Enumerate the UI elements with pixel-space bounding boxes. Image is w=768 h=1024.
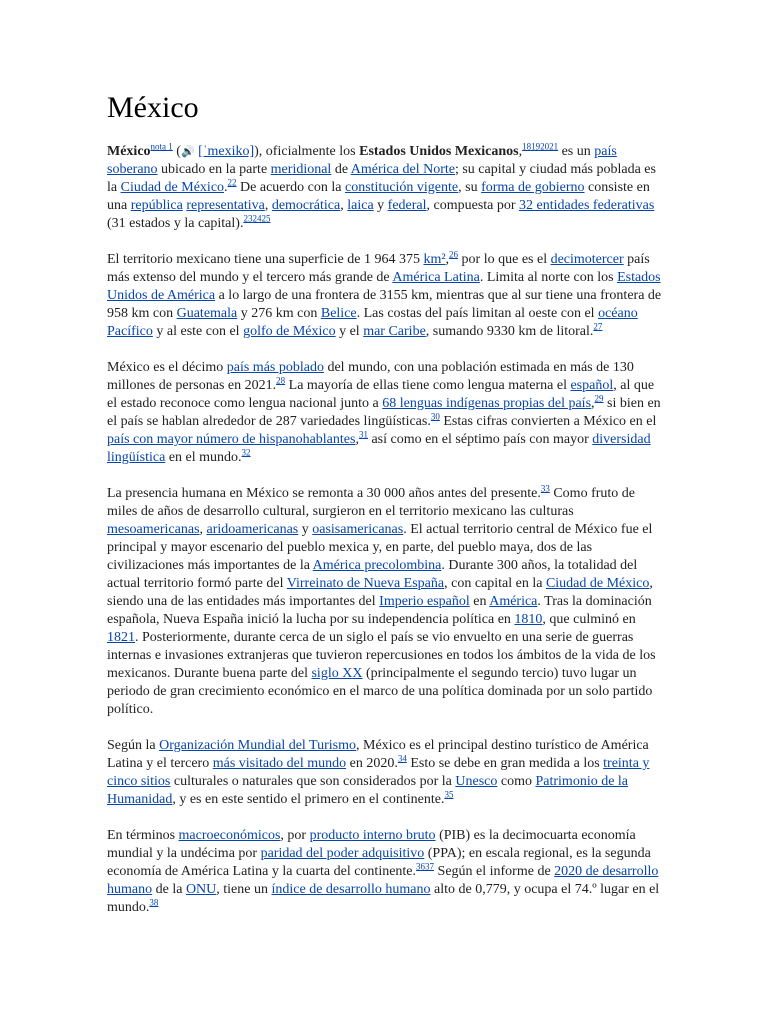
ref-citation[interactable]: 22: [227, 177, 237, 188]
speaker-icon[interactable]: 🔊: [180, 146, 195, 158]
link-aridoamericanas[interactable]: aridoamericanas: [206, 522, 299, 537]
link-mar-caribe[interactable]: mar Caribe: [363, 324, 426, 339]
ref-citation[interactable]: 33: [540, 483, 550, 494]
link-golfo-de-mexico[interactable]: golfo de México: [243, 324, 336, 339]
link-unesco[interactable]: Unesco: [455, 774, 498, 789]
link-virreinato[interactable]: Virreinato de Nueva España: [286, 576, 445, 591]
ref-citation[interactable]: 27: [593, 321, 603, 332]
article-body: [107, 143, 663, 935]
ref-citation[interactable]: 34: [397, 753, 407, 764]
paragraph-history: La presencia humana en México se remonta a 30 000 años antes del presente.$^{33}$ Como fruto de miles de años de desarrollo cultural, surgieron en el territorio mexicano las culturas mesoamericanas, aridoamericanas y oasisamericanas. El actual territorio central de México fue el principal y mayor escenario del pueblo mexica y, en parte, del pueblo maya, dos de las civilizaciones más importantes de la América precolombina. Durante 300 años, la totalidad del actual territorio formó parte del Virreinato de Nueva España, con capital en la Ciudad de México, siendo una de las entidades más importantes del Imperio español en América. Tras la dominación española, Nueva España inició la lucha por su independencia política en 1810, que culminó en 1821. Posteriormente, durante cerca de un siglo el país se vio envuelto en una serie de guerras internas e invasiones extranjeras que tuvieron repercusiones en todos los ámbitos de la vida de los mexicanos. Durante buena parte del siglo XX (principalmente el segundo tercio) tuvo lugar un periodo de gran crecimiento económico en el marco de una política dominada por un solo partido político.: [107, 483, 656, 717]
link-entidades-federativas[interactable]: 32 entidades federativas: [519, 198, 655, 213]
link-macroeconomicos[interactable]: macroeconómicos: [178, 828, 281, 843]
ref-citation[interactable]: 35: [444, 789, 454, 800]
ref-citation[interactable]: 31: [358, 429, 368, 440]
link-ciudad-de-mexico[interactable]: Ciudad de México: [120, 180, 225, 195]
ref-note[interactable]: nota 1: [150, 141, 173, 152]
link-espanol[interactable]: español: [570, 378, 614, 393]
link-oceano-pacifico[interactable]: océano Pacífico: [107, 306, 638, 339]
link-siglo-xx[interactable]: siglo XX: [311, 666, 363, 681]
link-km2[interactable]: km²: [423, 252, 446, 267]
link-informe-desarrollo[interactable]: 2020 de desarrollo humano: [107, 864, 659, 897]
link-estados-unidos[interactable]: Estados Unidos de América: [107, 270, 661, 303]
ref-citation[interactable]: 32: [241, 447, 251, 458]
link-pais-soberano[interactable]: país soberano: [107, 144, 617, 177]
link-hispanohablantes[interactable]: país con mayor número de hispanohablantes: [107, 432, 356, 447]
link-1821[interactable]: 1821: [107, 630, 135, 645]
paragraph-geography: El territorio mexicano tiene una superficie de 1 964 375 km²,$^{26}$ por lo que es el decimotercer país más extenso del mundo y el tercero más grande de América Latina. Limita al norte con los Estados Unidos de América a lo largo de una frontera de 3155 km, mientras que al sur tiene una frontera de 958 km con Guatemala y 276 km con Belice. Las costas del país limitan al oeste con el océano Pacífico y al este con el golfo de México y el mar Caribe, sumando 9330 km de litoral.$^{27}$: [107, 249, 662, 339]
link-representativa[interactable]: representativa: [186, 198, 265, 213]
page-title: México: [107, 91, 199, 124]
link-america-latina[interactable]: América Latina: [392, 270, 480, 285]
link-pronunciation[interactable]: [ˈmexiko]: [198, 144, 255, 159]
link-america[interactable]: América: [489, 594, 538, 609]
paragraph-population: México es el décimo país más poblado del mundo, con una población estimada en más de 130 millones de personas en 2021.28 La mayoría de ellas tiene como lengua materna el español, al que el estado reconoce como lengua nacional junto a 68 lenguas indígenas propias del país,$^{29}$ si bien en el país se hablan alrededor de 287 variedades lingüísticas.$^{30}$ Estas cifras convierten a México en el país con mayor número de hispanohablantes,$^{31}$ así como en el séptimo país con mayor diversidad lingüística en el mundo.$^{32}$: [107, 360, 661, 465]
ref-citation[interactable]: 30: [430, 411, 440, 422]
paragraph-economy: En términos macroeconómicos, por producto interno bruto (PIB) es la decimocuarta economía mundial y la undécima por paridad del poder adquisitivo (PPA); en escala regional, es la segunda economía de América Latina y la cuarta del continente.$^{3637}$ Según el informe de 2020 de desarrollo humano de la ONU, tiene un índice de desarrollo humano alto de 0,779, y ocupa el 74.º lugar en el mundo.$^{38}$: [107, 828, 660, 915]
paragraph-tourism: Según la Organización Mundial del Turismo, México es el principal destino turístico de América Latina y el tercero más visitado del mundo en 2020.34 Esto se debe en gran medida a los treinta y cinco sitios culturales o naturales que son considerados por la Unesco como Patrimonio de la Humanidad, y es en este sentido el primero en el continente.$^{35}$: [107, 738, 650, 807]
ref-citation[interactable]: 28: [276, 375, 286, 386]
link-forma-de-gobierno[interactable]: forma de gobierno: [481, 180, 585, 195]
paragraph-intro: México$^{nota 1}$ (🔊 [ˈmexiko]), oficialmente los Estados Unidos Mexicanos,$^{18192021}$ es un país soberano ubicado en la parte meridional de América del Norte; su capital y ciudad más poblada es la Ciudad de México.$^{22}$ De acuerdo con la constitución vigente, su forma de gobierno consiste en una república representativa, democrática, laica y federal, compuesta por 32 entidades federativas (31 estados y la capital).$^{232425}$: [107, 141, 656, 231]
link-1810[interactable]: 1810: [514, 612, 543, 627]
link-meridional[interactable]: meridional: [270, 162, 332, 177]
link-onu[interactable]: ONU: [185, 882, 217, 897]
link-constitucion[interactable]: constitución vigente: [344, 180, 459, 195]
link-treinta-y-cinco-sitios[interactable]: treinta y cinco sitios: [107, 756, 650, 789]
link-republica[interactable]: república: [130, 198, 183, 213]
link-pib[interactable]: producto interno bruto: [309, 828, 436, 843]
link-federal[interactable]: federal: [387, 198, 427, 213]
link-ciudad-de-mexico[interactable]: Ciudad de México: [545, 576, 650, 591]
link-diversidad-linguistica[interactable]: diversidad lingüística: [107, 432, 651, 465]
link-oasisamericanas[interactable]: oasisamericanas: [312, 522, 404, 537]
link-patrimonio[interactable]: Patrimonio de la Humanidad: [107, 774, 629, 807]
link-imperio-espanol[interactable]: Imperio español: [379, 594, 470, 609]
ref-citation[interactable]: 38: [149, 897, 159, 908]
link-decimotercer[interactable]: decimotercer: [550, 252, 624, 267]
link-democratica[interactable]: democrática: [271, 198, 341, 213]
ref-citation[interactable]: 232425: [243, 213, 271, 224]
link-america-del-norte[interactable]: América del Norte: [350, 162, 455, 177]
bold-official-name: Estados Unidos Mexicanos: [359, 144, 519, 159]
link-mas-visitado[interactable]: más visitado del mundo: [212, 756, 347, 771]
link-ppa[interactable]: paridad del poder adquisitivo: [260, 846, 425, 861]
link-laica[interactable]: laica: [347, 198, 374, 213]
ref-citation[interactable]: 29: [594, 393, 604, 404]
ref-citation[interactable]: 18192021: [522, 141, 559, 152]
link-mesoamericanas[interactable]: mesoamericanas: [107, 522, 200, 537]
link-pais-mas-poblado[interactable]: país más poblado: [226, 360, 324, 375]
link-lenguas-indigenas[interactable]: 68 lenguas indígenas propias del país: [382, 396, 592, 411]
link-america-precolombina[interactable]: América precolombina: [312, 558, 442, 573]
link-idh[interactable]: índice de desarrollo humano: [271, 882, 431, 897]
link-belice[interactable]: Belice: [320, 306, 357, 321]
link-guatemala[interactable]: Guatemala: [176, 306, 238, 321]
ref-citation[interactable]: 3637: [416, 861, 435, 872]
ref-citation[interactable]: 26: [449, 249, 459, 260]
bold-term: México: [107, 144, 151, 159]
link-omt[interactable]: Organización Mundial del Turismo: [159, 738, 357, 753]
